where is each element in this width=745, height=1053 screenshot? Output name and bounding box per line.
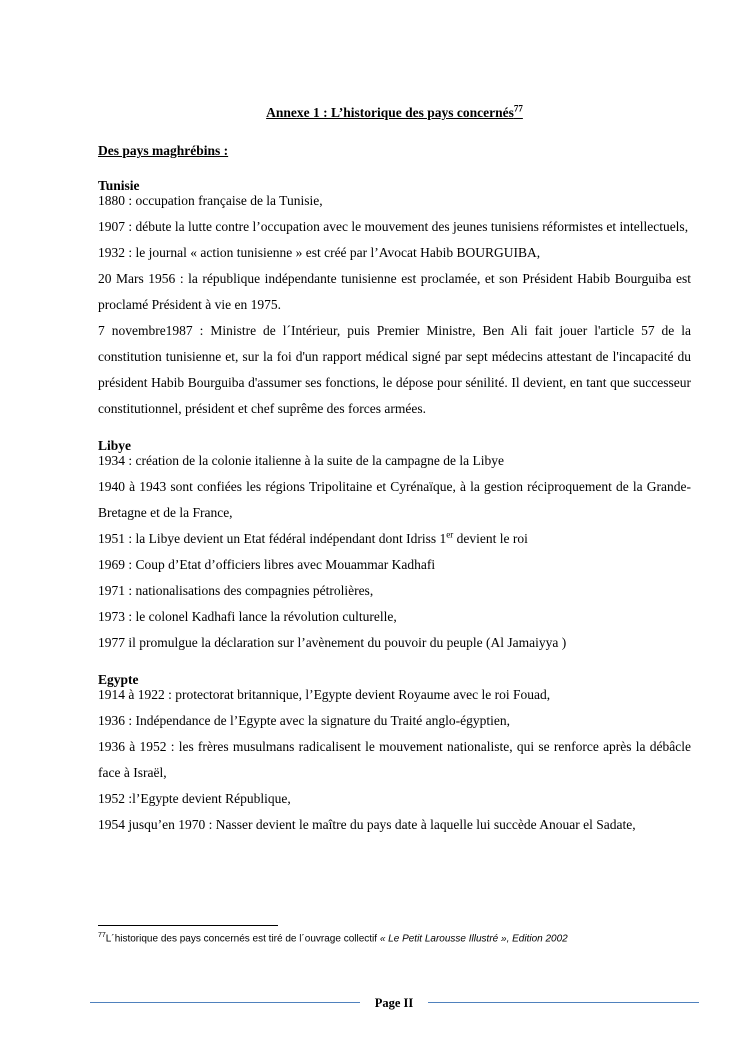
entry-text: 1951 : la Libye devient un Etat fédéral indépendant dont Idriss 1 <box>98 531 447 546</box>
history-entry: 7 novembre1987 : Ministre de l´Intérieur, puis Premier Ministre, Ben Ali fait jouer l'article 57 de la constitution tunisienne et, sur la foi d'un rapport médical signé par sept médecins attestant de l'incapacité du président Habib Bourguiba d'assumer ses fonctions, le dépose pour sénilité. Il devient, en tant que successeur constitutionnel, président et chef suprême des forces armées. <box>98 323 691 416</box>
history-entry: 1932 : le journal « action tunisienne » est créé par l’Avocat Habib BOURGUIBA, <box>98 245 541 260</box>
country-section-tunisie <box>98 179 691 422</box>
history-entry: 1936 à 1952 : les frères musulmans radicalisent le mouvement nationaliste, qui se renforce après la débâcle face à Israël, <box>98 739 691 780</box>
country-section-egypte <box>98 673 691 838</box>
history-entry <box>98 526 691 552</box>
page-title <box>98 104 691 122</box>
country-sections <box>98 179 691 838</box>
footnote <box>98 929 698 946</box>
page-number: Page II <box>374 996 414 1010</box>
history-entry: 1971 : nationalisations des compagnies pétrolières, <box>98 583 374 598</box>
page-footer <box>90 994 699 1012</box>
history-entry: 1973 : le colonel Kadhafi lance la révolution culturelle, <box>98 609 397 624</box>
section-subheading: Des pays maghrébins : <box>98 143 229 158</box>
history-entry: 1934 : création de la colonie italienne à la suite de la campagne de la Libye <box>98 453 504 468</box>
history-entry: 20 Mars 1956 : la république indépendante tunisienne est proclamée, et son Président Habib Bourguiba est proclamé Président à vie en 1975. <box>98 271 691 312</box>
country-heading: Tunisie <box>98 178 140 193</box>
footer-rule-left <box>90 1002 360 1003</box>
history-entry: 1914 à 1922 : protectorat britannique, l’Egypte devient Royaume avec le roi Fouad, <box>98 687 551 702</box>
history-entry: 1940 à 1943 sont confiées les régions Tripolitaine et Cyrénaïque, à la gestion réciproquement de la Grande-Bretagne et de la France, <box>98 479 691 520</box>
footnote-number: 77 <box>98 932 106 939</box>
country-heading: Libye <box>98 438 132 453</box>
footer-rule-right <box>428 1002 699 1003</box>
country-section-libye <box>98 439 691 656</box>
country-heading: Egypte <box>98 672 139 687</box>
history-entry: 1907 : débute la lutte contre l’occupation avec le mouvement des jeunes tunisiens réformistes et intellectuels, <box>98 219 689 234</box>
history-entry: 1936 : Indépendance de l’Egypte avec la signature du Traité anglo-égyptien, <box>98 713 510 728</box>
page-title-text: Annexe 1 : L’historique des pays concernés <box>266 105 514 120</box>
history-entry: 1952 :l’Egypte devient République, <box>98 791 291 806</box>
page-body <box>98 104 691 855</box>
footnote-source: « Le Petit Larousse Illustré », Edition 2002 <box>379 933 568 945</box>
footnote-separator <box>98 925 278 926</box>
title-footnote-ref: 77 <box>513 103 523 114</box>
entry-text: devient le roi <box>453 531 528 546</box>
history-entry: 1969 : Coup d’Etat d’officiers libres avec Mouammar Kadhafi <box>98 557 436 572</box>
history-entry: 1977 il promulgue la déclaration sur l’avènement du pouvoir du peuple (Al Jamaiyya ) <box>98 635 567 650</box>
footnote-text: L´historique des pays concernés est tiré de l´ouvrage collectif <box>105 933 380 945</box>
history-entry: 1954 jusqu’en 1970 : Nasser devient le maître du pays date à laquelle lui succède Anouar el Sadate, <box>98 817 636 832</box>
history-entry: 1880 : occupation française de la Tunisie, <box>98 193 323 208</box>
entry-superscript: er <box>446 529 454 540</box>
